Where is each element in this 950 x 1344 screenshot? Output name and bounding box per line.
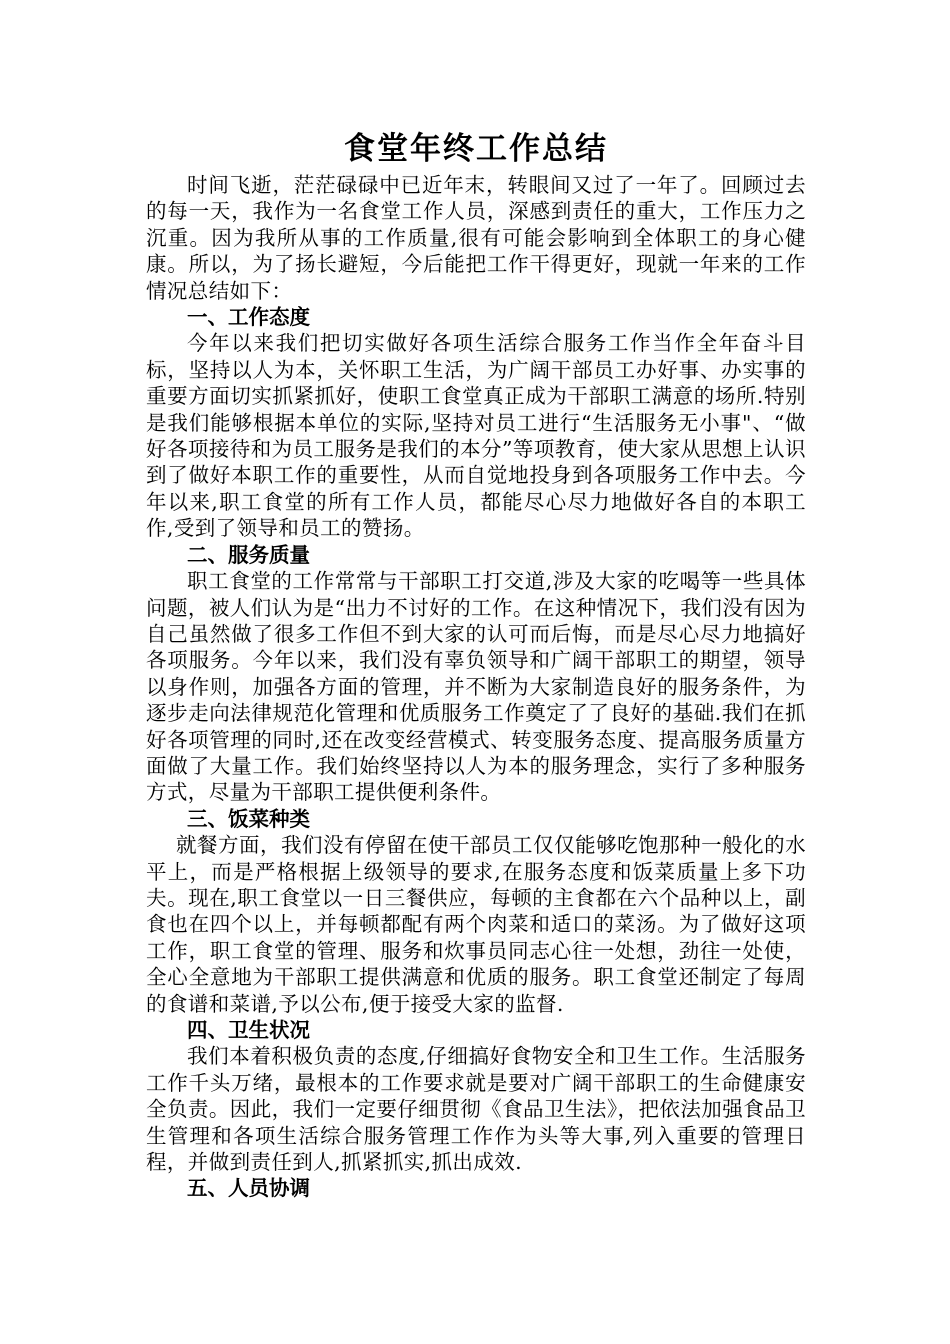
section-heading-attitude: 一、工作态度 (187, 305, 310, 330)
section-body-hygiene: 我们本着积极负责的态度,仔细搞好食物安全和卫生工作。生活服务工作千头万绪，最根本的工作要求就是要对广阔干部职工的生命健康安全负责。因此，我们一定要仔细贯彻《食品卫生法》，把依法加强食品卫生管理和各项生活综合服务管理工作作为头等大事,列入重要的管理日程，并做到责任到人,抓紧抓实,抓出成效. (146, 1044, 806, 1175)
section-body-attitude: 今年以来我们把切实做好各项生活综合服务工作当作全年奋斗目标，坚持以人为本，关怀职工生活，为广阔干部员工办好事、办实事的重要方面切实抓紧抓好，使职工食堂真正成为干部职工满意的场所.特别是我们能够根据本单位的实际,坚持对员工进行“生活服务无小事"、“做好各项接待和为员工服务是我们的本分”等项教育，使大家从思想上认识到了做好本职工作的重要性，从而自觉地投身到各项服务工作中去。今年以来,职工食堂的所有工作人员，都能尽心尽力地做好各自的本职工作,受到了领导和员工的赞扬。 (146, 331, 806, 541)
section-heading-hygiene: 四、卫生状况 (187, 1018, 310, 1042)
section-heading-staff-coordination: 五、人员协调 (187, 1176, 310, 1201)
section-body-service-quality: 职工食堂的工作常常与干部职工打交道,涉及大家的吃喝等一些具体问题，被人们认为是“出力不讨好的工作。在这种情况下，我们没有因为自己虽然做了很多工作但不到大家的认可而后悔，而是尽心尽力地搞好各项服务。今年以来，我们没有辜负领导和广阔干部职工的期望，领导以身作则，加强各方面的管理，并不断为大家制造良好的服务条件，为逐步走向法律规范化管理和优质服务工作奠定了了良好的基础.我们在抓好各项管理的同时,还在改变经营模式、转变服务态度、提高服务质量方面做了大量工作。我们始终坚持以人为本的服务理念，实行了多种服务方式，尽量为干部职工提供便利条件。 (146, 569, 806, 805)
section-body-dish-variety: 就餐方面，我们没有停留在使干部员工仅仅能够吃饱那种一般化的水平上，而是严格根据上级领导的要求,在服务态度和饭菜质量上多下功夫。现在,职工食堂以一日三餐供应，每顿的主食都在六个品种以上，副食也在四个以上，并每顿都配有两个肉菜和适口的菜汤。为了做好这项工作，职工食堂的管理、服务和炊事员同志心往一处想，劲往一处使，全心全意地为干部职工提供满意和优质的服务。职工食堂还制定了每周的食谱和菜谱,予以公布,便于接受大家的监督. (146, 833, 806, 1016)
document-title: 食堂年终工作总结 (344, 131, 608, 167)
intro-paragraph: 时间飞逝，茫茫碌碌中已近年末，转眼间又过了一年了。回顾过去的每一天，我作为一名食堂工作人员，深感到责任的重大，工作压力之沉重。因为我所从事的工作质量,很有可能会影响到全体职工的身心健康。所以，为了扬长避短，今后能把工作干得更好，现就一年来的工作情况总结如下： (146, 173, 806, 303)
section-heading-service-quality: 二、服务质量 (187, 542, 310, 567)
document-page (146, 126, 806, 1202)
section-heading-dish-variety: 三、饭菜种类 (187, 806, 310, 831)
